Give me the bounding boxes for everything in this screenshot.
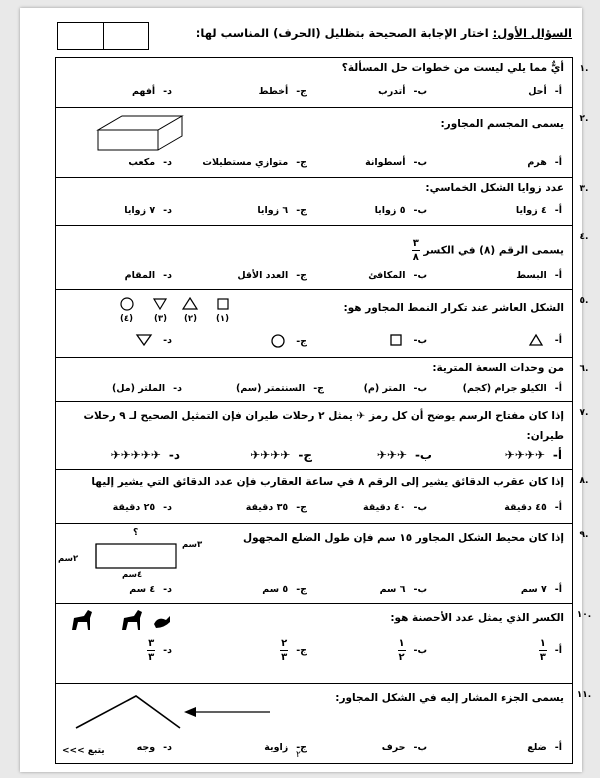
question-text: يسمى المجسم المجاور: xyxy=(440,118,564,130)
square-icon xyxy=(391,335,401,345)
section-title: السؤال الأول: اختار الإجابة الصحيحة بتظليل (الحرف) المناسب لها: xyxy=(195,26,572,40)
question-number: .٨ xyxy=(579,476,589,486)
plane-icon: ✈ xyxy=(260,448,271,462)
option-a[interactable]: أ-البسط xyxy=(516,270,562,281)
option-b[interactable]: ب-حرف xyxy=(381,742,427,753)
option-a[interactable]: أ-✈✈✈✈ xyxy=(504,448,562,462)
questions-frame xyxy=(55,57,592,764)
question-text: يسمى الجزء المشار إليه في الشكل المجاور: xyxy=(335,692,564,704)
option-b[interactable]: ب- xyxy=(390,334,427,346)
option-a[interactable]: أ-٤٥ دقيقة xyxy=(504,502,562,513)
plane-icon: ✈ xyxy=(130,448,141,462)
plane-icon: ✈ xyxy=(524,448,535,462)
question-number: .١ xyxy=(579,64,589,74)
plane-icon: ✈ xyxy=(280,448,291,462)
pattern-down-triangle-icon xyxy=(154,299,166,309)
plane-icon: ✈ xyxy=(120,448,131,462)
option-a[interactable]: أ-٤ زوايا xyxy=(515,205,562,216)
option-c[interactable]: ج-٥ سم xyxy=(262,584,307,595)
option-b[interactable]: ب-٥ زوايا xyxy=(374,205,427,216)
option-c[interactable]: ج-٣٥ دقيقة xyxy=(245,502,307,513)
question-number: .١١ xyxy=(576,690,592,700)
pattern-triangle-icon xyxy=(183,298,197,309)
plane-icon: ✈ xyxy=(270,448,281,462)
animals-figure xyxy=(70,608,200,638)
next-page-indicator: <<< يتبع xyxy=(62,746,105,756)
question-10 xyxy=(56,604,592,684)
plane-icon: ✈ xyxy=(110,448,121,462)
option-c[interactable]: ج-زاوية xyxy=(264,742,307,753)
question-text: عدد زوايا الشكل الخماسي: xyxy=(425,182,564,194)
horse-icon xyxy=(72,610,92,630)
question-text: إذا كان محيط الشكل المجاور ١٥ سم فإن طول الضلع المجهول xyxy=(243,532,564,544)
question-5 xyxy=(56,290,589,358)
option-b[interactable]: ب-أتدرب xyxy=(378,86,427,97)
option-d[interactable]: د-٧ زوايا xyxy=(124,205,172,216)
pattern-circle-icon xyxy=(121,298,133,310)
option-c[interactable]: ج-السنتمتر (سم) xyxy=(236,383,324,394)
question-text: الشكل العاشر عند تكرار النمط المجاور هو: xyxy=(343,302,564,314)
arrow-head-icon xyxy=(184,707,196,717)
triangle-icon xyxy=(530,335,542,345)
top-side-label: ٣سم xyxy=(182,540,203,550)
question-8 xyxy=(56,470,589,524)
circle-icon xyxy=(272,335,284,347)
question-3 xyxy=(56,178,589,226)
question-9 xyxy=(56,524,589,604)
pattern-label-2: (٢) xyxy=(184,314,197,324)
plane-icon: ✈ xyxy=(514,448,525,462)
option-d[interactable]: د-مكعب xyxy=(128,157,172,168)
option-c[interactable]: $ج-\frac{٢}{٣}$ xyxy=(281,638,307,663)
question-number: .٥ xyxy=(579,296,589,306)
down-triangle-icon xyxy=(137,335,151,345)
option-a[interactable]: أ- xyxy=(529,334,562,346)
question-text: يسمى الرقم (٨) في الكسر $\frac{٣}{٨}$ xyxy=(412,238,564,263)
option-d[interactable]: د-٤ سم xyxy=(129,584,172,595)
page-number: ٢ xyxy=(296,750,301,760)
unknown-side-label: ؟ xyxy=(133,528,139,538)
pattern-square-icon xyxy=(218,299,228,309)
question-11 xyxy=(56,684,592,765)
plane-icon: ✈ xyxy=(250,448,261,462)
question-7 xyxy=(56,402,589,470)
plane-icon: ✈ xyxy=(504,448,515,462)
option-c[interactable]: ج-أخطط xyxy=(258,86,307,97)
pattern-label-1: (١) xyxy=(216,314,229,324)
question-text: من وحدات السعة المترية: xyxy=(432,362,564,374)
pattern-label-4: (٤) xyxy=(120,314,133,324)
option-c[interactable]: ج-متوازي مستطيلات xyxy=(202,157,307,168)
exam-page xyxy=(20,8,592,772)
rectangular-prism-figure xyxy=(96,114,186,154)
question-6 xyxy=(56,358,589,402)
question-number: .٩ xyxy=(579,530,589,540)
plane-icon: ✈ xyxy=(386,448,397,462)
option-a[interactable]: أ-٧ سم xyxy=(520,584,562,595)
question-number: .٧ xyxy=(579,408,589,418)
option-b[interactable]: ب-٦ سم xyxy=(379,584,427,595)
question-text: أيٌّ مما يلي ليست من خطوات حل المسألة؟ xyxy=(341,62,564,74)
pattern-label-3: (٣) xyxy=(154,314,167,324)
option-a[interactable]: أ-الكيلو جرام (كجم) xyxy=(462,383,562,394)
option-c[interactable]: ج-العدد الأقل xyxy=(237,270,307,281)
question-4 xyxy=(56,226,589,290)
option-c[interactable]: ج-✈✈✈✈ xyxy=(250,448,312,462)
quadrilateral-figure xyxy=(76,534,186,574)
question-number: .٦ xyxy=(579,364,589,374)
option-a[interactable]: أ-هرم xyxy=(527,157,562,168)
question-2 xyxy=(56,108,589,178)
option-b[interactable]: ب-✈✈✈ xyxy=(376,448,432,462)
question-text: إذا كان عقرب الدقائق يشير إلى الرقم ٨ في ساعة العقارب فإن عدد الدقائق التي يشير إليها xyxy=(91,476,564,488)
option-b[interactable]: $ب-\frac{١}{٢}$ xyxy=(398,638,427,663)
option-c[interactable]: ج-٦ زوايا xyxy=(257,205,307,216)
option-d[interactable]: د-✈✈✈✈✈ xyxy=(110,448,180,462)
question-number: .١٠ xyxy=(576,610,592,620)
triangle-with-arrow-figure xyxy=(74,694,274,734)
option-d[interactable]: $د-\frac{٣}{٣}$ xyxy=(148,638,172,663)
pattern-shapes xyxy=(118,296,248,312)
plane-icon: ✈ xyxy=(396,448,407,462)
question-text: الكسر الذي يمثل عدد الأحصنة هو: xyxy=(390,612,564,624)
plane-icon: ✈ xyxy=(140,448,151,462)
question-number: .٤ xyxy=(579,232,589,242)
question-number: .٢ xyxy=(579,114,589,124)
plane-icon: ✈ xyxy=(150,448,161,462)
option-d[interactable]: د-٢٥ دقيقة xyxy=(112,502,172,513)
bottom-side-label: ٤سم xyxy=(122,570,143,580)
option-d[interactable]: د-المقام xyxy=(124,270,172,281)
score-box[interactable] xyxy=(57,22,149,50)
plane-icon: ✈ xyxy=(534,448,545,462)
plane-icon: ✈ xyxy=(376,448,387,462)
option-b[interactable]: ب-المتر (م) xyxy=(363,383,427,394)
question-text: إذا كان مفتاح الرسم يوضح أن كل رمز ✈ يمثل ٢ رحلات طيران فإن التمثيل الصحيح لـ ٩ رحلات طيران: xyxy=(83,410,564,442)
option-b[interactable]: ب-أسطوانة xyxy=(365,157,427,168)
option-d[interactable]: د-أفهم xyxy=(131,86,172,97)
question-number: .٣ xyxy=(579,184,589,194)
option-c[interactable]: ج- xyxy=(271,334,307,348)
left-side-label: ٢سم xyxy=(58,554,79,564)
option-d[interactable]: د- xyxy=(136,334,172,346)
option-a[interactable]: أ-أحل xyxy=(528,86,562,97)
option-b[interactable]: ب-المكافئ xyxy=(368,270,427,281)
option-d[interactable]: د-وجه xyxy=(136,742,172,753)
question-1 xyxy=(56,58,589,108)
option-d[interactable]: د-الملتر (مل) xyxy=(111,383,182,394)
option-b[interactable]: ب-٤٠ دقيقة xyxy=(363,502,427,513)
fraction: $\frac{٣}{٨}$ xyxy=(412,238,419,263)
horse-icon xyxy=(122,610,142,630)
option-a[interactable]: $أ-\frac{١}{٣}$ xyxy=(539,638,562,663)
bird-icon xyxy=(154,616,170,628)
option-a[interactable]: أ-ضلع xyxy=(527,742,562,753)
